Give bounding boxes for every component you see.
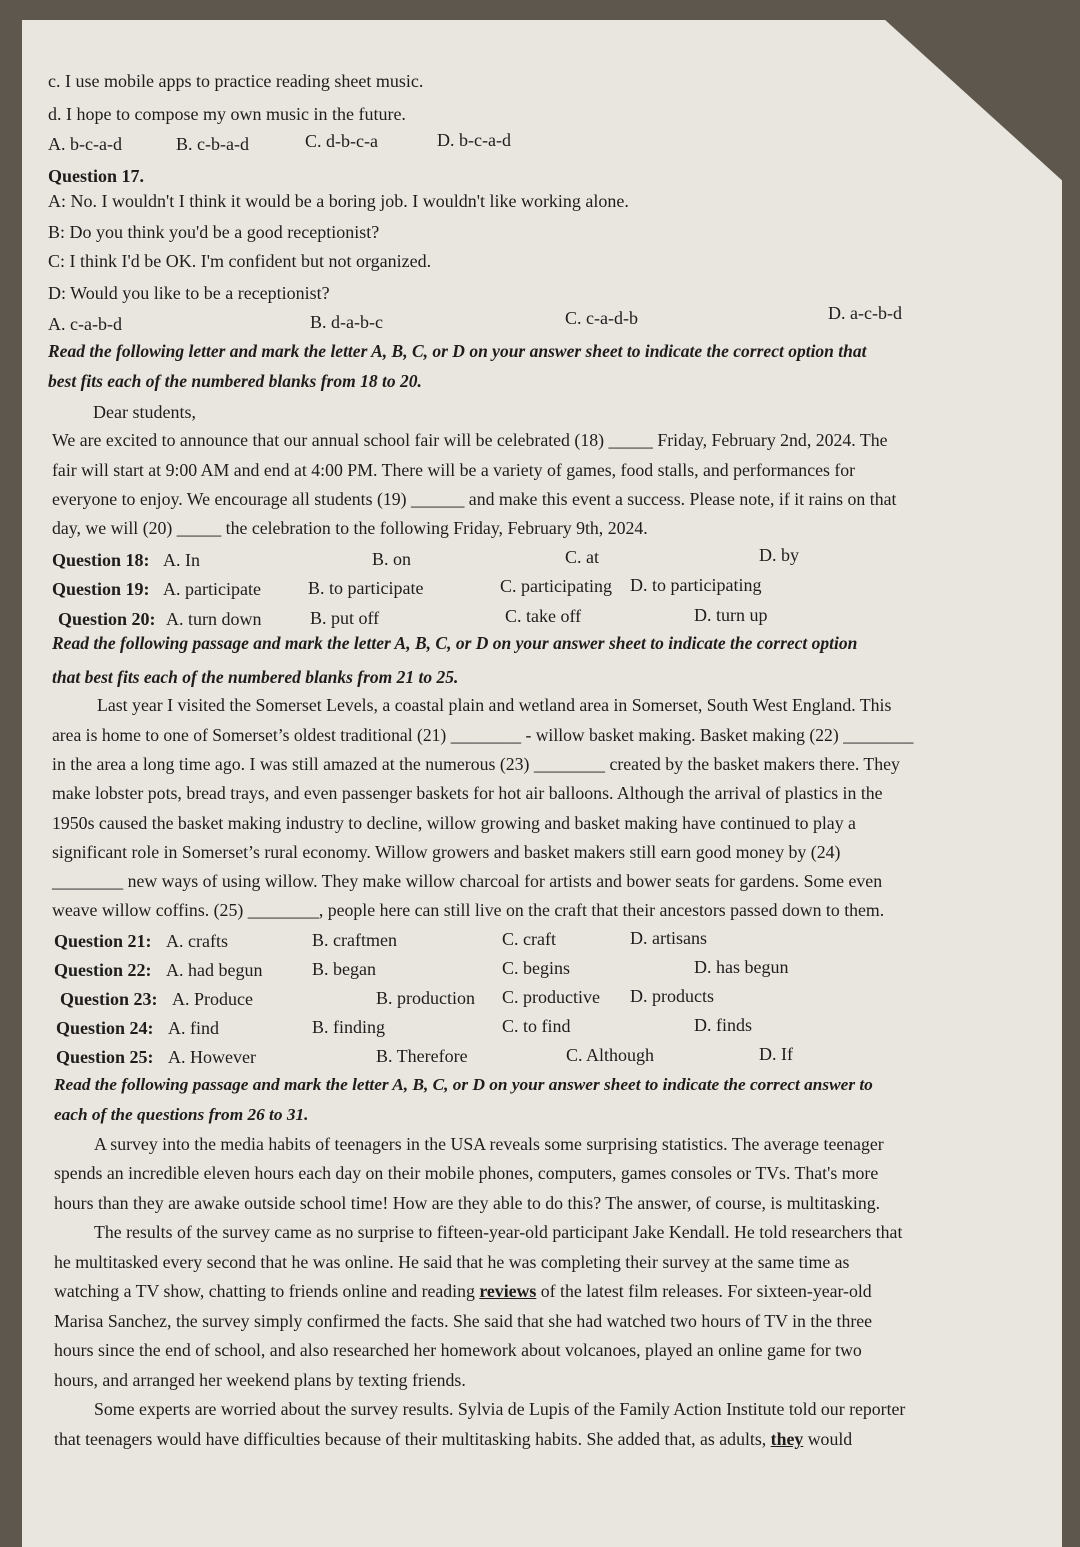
passage2-line-11-end: would	[807, 1429, 853, 1449]
question-21-option-c: C. craft	[502, 929, 556, 949]
question-19-label: Question 19:	[52, 579, 150, 599]
passage2-line-6	[54, 1280, 872, 1302]
underlined-word-reviews: reviews	[479, 1281, 537, 1301]
passage2-line-3: hours than they are awake outside school time! How are they able to do this? The answer, of course, is multitasking.	[54, 1193, 881, 1213]
letter-line-1: We are excited to announce that our annual school fair will be celebrated (18) _____ Friday, February 2nd, 2024. The	[52, 430, 888, 450]
q16-option-d: D. b-c-a-d	[437, 130, 511, 150]
question-21-label: Question 21:	[54, 931, 152, 951]
instruction-18-20-line1: Read the following letter and mark the letter A, B, C, or D on your answer sheet to indicate the correct option that	[48, 341, 867, 361]
passage2-line-9: hours, and arranged her weekend plans by texting friends.	[54, 1370, 466, 1390]
question-18-option-d: D. by	[759, 545, 799, 565]
question-21-option-b: B. craftmen	[312, 930, 397, 950]
instruction-21-25-line2: that best fits each of the numbered blanks from 21 to 25.	[52, 667, 459, 687]
question-18-label: Question 18:	[52, 550, 150, 570]
passage2-line-10: Some experts are worried about the survey results. Sylvia de Lupis of the Family Action Institute told our reporter	[94, 1399, 906, 1419]
question-18-option-a: A. In	[163, 550, 200, 570]
q17-line-b: B: Do you think you'd be a good receptionist?	[48, 222, 380, 242]
q16-option-b: B. c-b-a-d	[176, 134, 249, 154]
instruction-21-25-line1: Read the following passage and mark the letter A, B, C, or D on your answer sheet to indicate the correct option	[52, 633, 858, 653]
q17-line-a: A: No. I wouldn't I think it would be a boring job. I wouldn't like working alone.	[48, 191, 629, 211]
passage1-line-2: area is home to one of Somerset’s oldest traditional (21) ________ - willow basket making. Basket making (22) ________	[52, 725, 914, 745]
passage2-line-2: spends an incredible eleven hours each day on their mobile phones, computers, games consoles or TVs. That's more	[54, 1163, 879, 1183]
instruction-26-31-line2: each of the questions from 26 to 31.	[54, 1105, 309, 1124]
passage1-line-4: make lobster pots, bread trays, and even passenger baskets for hot air balloons. Although the arrival of plastics in the	[52, 783, 883, 803]
instruction-18-20-line2: best fits each of the numbered blanks from 18 to 20.	[48, 371, 422, 391]
letter-greeting: Dear students,	[93, 402, 196, 422]
letter-line-2: fair will start at 9:00 AM and end at 4:00 PM. There will be a variety of games, food stalls, and performances for	[52, 460, 856, 480]
question-20-option-a: A. turn down	[166, 609, 262, 629]
question-25-option-d: D. If	[759, 1044, 793, 1064]
question-22-option-d: D. has begun	[694, 957, 789, 977]
q17-option-a: A. c-a-b-d	[48, 314, 122, 334]
question-25-option-b: B. Therefore	[376, 1046, 468, 1066]
passage2-line-6-start: watching a TV show, chatting to friends online and reading	[54, 1281, 475, 1301]
passage1-line-7: ________ new ways of using willow. They make willow charcoal for artists and bower seats for gardens. Some even	[52, 871, 883, 891]
question-24-option-c: C. to find	[502, 1016, 571, 1036]
question-23-option-d: D. products	[630, 986, 714, 1006]
passage1-line-1: Last year I visited the Somerset Levels, a coastal plain and wetland area in Somerset, South West England. This	[97, 695, 892, 715]
q17-line-c: C: I think I'd be OK. I'm confident but not organized.	[48, 251, 432, 271]
passage1-line-8: weave willow coffins. (25) ________, people here can still live on the craft that their ancestors passed down to them.	[52, 900, 885, 920]
passage1-line-3: in the area a long time ago. I was still amazed at the numerous (23) ________ created by the basket makers there. They	[52, 754, 900, 774]
underlined-word-they: they	[770, 1429, 804, 1449]
question-23-option-c: C. productive	[502, 987, 600, 1007]
question-22-option-a: A. had begun	[166, 960, 263, 980]
question-25-option-c: C. Although	[566, 1045, 655, 1065]
passage2-line-1: A survey into the media habits of teenagers in the USA reveals some surprising statistics. The average teenager	[94, 1134, 884, 1154]
question-24-option-a: A. find	[168, 1018, 219, 1038]
question-19-option-d: D. to participating	[630, 575, 762, 595]
passage2-line-7: Marisa Sanchez, the survey simply confirmed the facts. She said that she had watched two hours of TV in the three	[54, 1311, 873, 1331]
passage2-line-4: The results of the survey came as no surprise to fifteen-year-old participant Jake Kendall. He told researchers that	[94, 1222, 903, 1242]
question-19-option-b: B. to participate	[308, 578, 424, 598]
question-19-option-c: C. participating	[500, 576, 612, 596]
option-line-c: c. I use mobile apps to practice reading sheet music.	[48, 71, 424, 91]
question-24-label: Question 24:	[56, 1018, 154, 1038]
q16-option-c: C. d-b-c-a	[305, 131, 378, 151]
q17-line-d: D: Would you like to be a receptionist?	[48, 283, 330, 303]
question-20-label: Question 20:	[58, 609, 156, 629]
option-line-d: d. I hope to compose my own music in the future.	[48, 104, 406, 124]
letter-line-3: everyone to enjoy. We encourage all students (19) ______ and make this event a success. Please note, if it rains on that	[52, 489, 897, 509]
question-24-option-b: B. finding	[312, 1017, 386, 1037]
question-18-option-b: B. on	[372, 549, 412, 569]
question-23-label: Question 23:	[60, 989, 158, 1009]
question-19-option-a: A. participate	[163, 579, 261, 599]
q17-option-d: D. a-c-b-d	[828, 303, 902, 323]
passage2-line-11-start: that teenagers would have difficulties because of their multitasking habits. She added that, as adults,	[54, 1429, 767, 1449]
passage2-line-8: hours since the end of school, and also researched her homework about volcanoes, played an online game for two	[54, 1340, 862, 1360]
q16-option-a: A. b-c-a-d	[48, 134, 122, 154]
q17-option-b: B. d-a-b-c	[310, 312, 383, 332]
question-21-option-a: A. crafts	[166, 931, 228, 951]
question-20-option-c: C. take off	[505, 606, 582, 626]
passage2-line-5: he multitasked every second that he was online. He said that he was completing their survey at the same time as	[54, 1252, 850, 1272]
question-22-option-b: B. began	[312, 959, 376, 979]
question-23-option-a: A. Produce	[172, 989, 253, 1009]
letter-line-4: day, we will (20) _____ the celebration to the following Friday, February 9th, 2024.	[52, 518, 648, 538]
passage1-line-6: significant role in Somerset’s rural economy. Willow growers and basket makers still earn good money by (24)	[52, 842, 841, 862]
question-21-option-d: D. artisans	[630, 928, 707, 948]
q17-option-c: C. c-a-d-b	[565, 308, 638, 328]
passage2-line-11	[54, 1428, 852, 1450]
question-22-option-c: C. begins	[502, 958, 571, 978]
question-23-option-b: B. production	[376, 988, 475, 1008]
question-25-option-a: A. However	[168, 1047, 256, 1067]
question-24-option-d: D. finds	[694, 1015, 752, 1035]
passage1-line-5: 1950s caused the basket making industry to decline, willow growing and basket making have continued to play a	[52, 813, 856, 833]
passage2-line-6-end: of the latest film releases. For sixteen-year-old	[540, 1281, 872, 1301]
q17-title: Question 17.	[48, 166, 145, 186]
question-20-option-d: D. turn up	[694, 605, 768, 625]
question-18-option-c: C. at	[565, 547, 599, 567]
question-22-label: Question 22:	[54, 960, 152, 980]
question-25-label: Question 25:	[56, 1047, 154, 1067]
instruction-26-31-line1: Read the following passage and mark the letter A, B, C, or D on your answer sheet to indicate the correct answer to	[54, 1075, 873, 1094]
question-20-option-b: B. put off	[310, 608, 380, 628]
